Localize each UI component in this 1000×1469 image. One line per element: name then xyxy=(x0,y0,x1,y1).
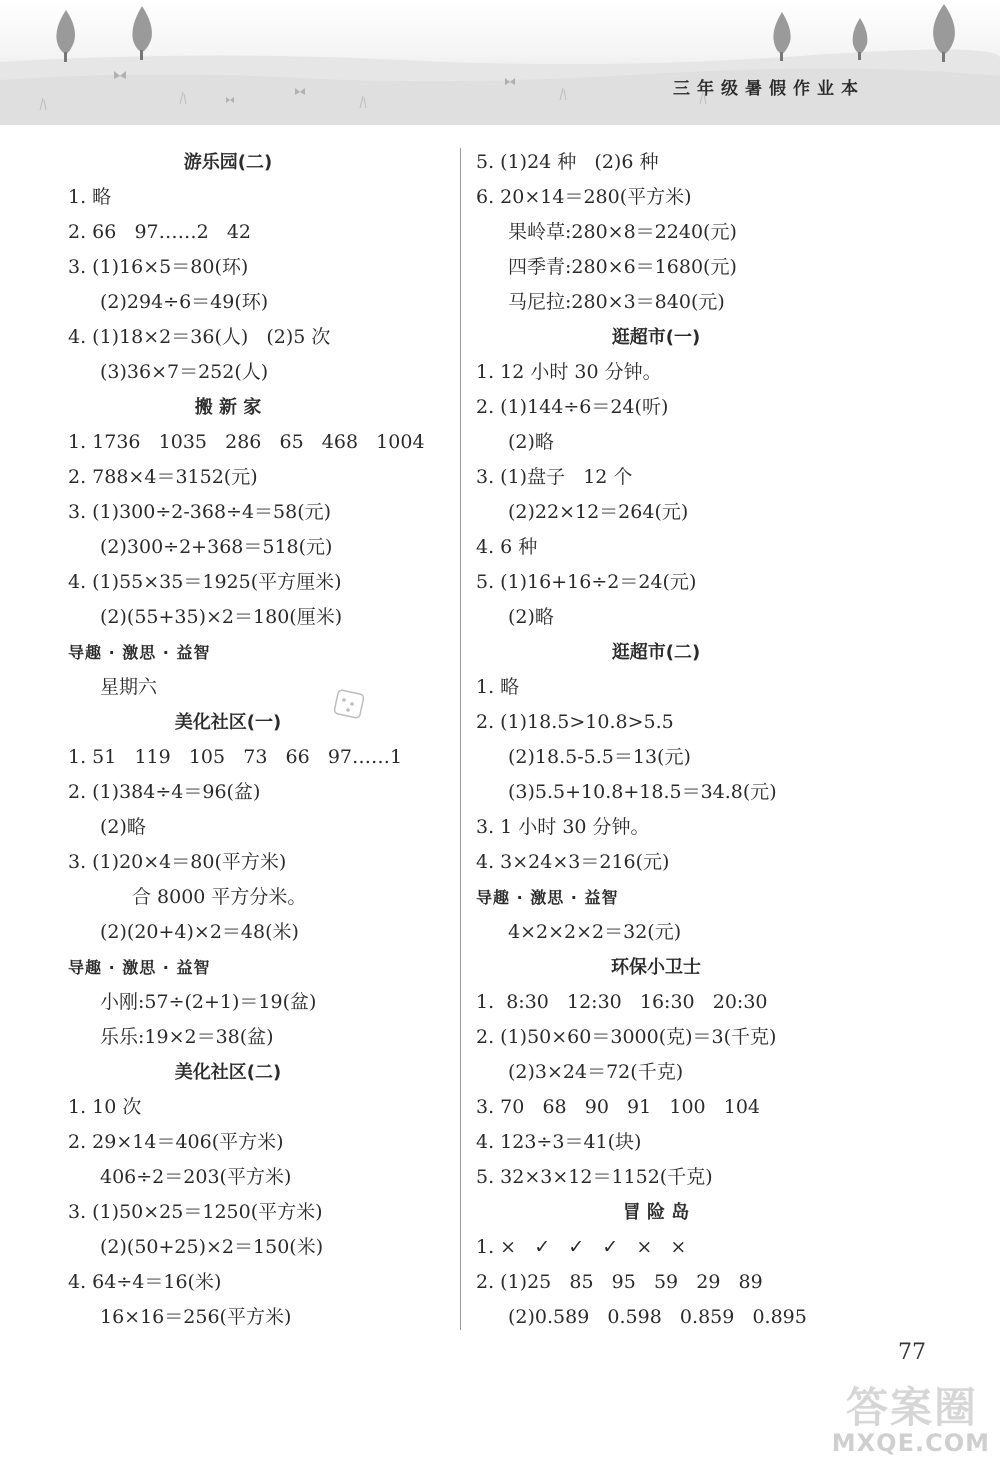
watermark-logo: 答案圈 xyxy=(846,1383,979,1432)
answer-line: 1. 1736 1035 286 65 468 1004 xyxy=(68,431,425,453)
answer-subline: (2)(50+25)×2＝150(米) xyxy=(100,1236,324,1258)
answer-subline: (2)(55+35)×2＝180(厘米) xyxy=(100,606,343,628)
answer-line: 1. 51 119 105 73 66 97……1 xyxy=(68,746,403,768)
answer-line: 4. 3×24×3＝216(元) xyxy=(476,851,670,873)
answer-subline: 四季青:280×6＝1680(元) xyxy=(508,256,737,278)
answer-subline: (2)0.589 0.598 0.859 0.895 xyxy=(508,1306,807,1328)
answer-line: 2. (1)50×60＝3000(克)＝3(千克) xyxy=(476,1026,777,1048)
answer-subline: 16×16＝256(平方米) xyxy=(100,1306,292,1328)
answer-line: 2. 29×14＝406(平方米) xyxy=(68,1131,284,1153)
answer-subline: 马尼拉:280×3＝840(元) xyxy=(508,291,725,313)
section-heading: 美化社区(二) xyxy=(174,1062,282,1083)
answer-line: 4. 64÷4＝16(米) xyxy=(68,1271,222,1293)
answer-subline: 合 8000 平方分米。 xyxy=(132,886,307,908)
right-answer-column xyxy=(476,145,876,1335)
header-banner xyxy=(0,0,1000,125)
section-heading: 搬 新 家 xyxy=(194,397,262,418)
answer-subline: 星期六 xyxy=(100,676,158,698)
answer-line: 3. 70 68 90 91 100 104 xyxy=(476,1096,760,1118)
header-title: 三年级暑假作业本 xyxy=(673,79,865,99)
bonus-section-label: 导趣 · 激思 · 益智 xyxy=(68,958,211,977)
section-heading: 逛超市(二) xyxy=(611,642,701,663)
tree-icon xyxy=(773,12,790,61)
answer-subline: (3)36×7＝252(人) xyxy=(100,361,269,383)
answer-subline: (2)略 xyxy=(100,816,146,838)
page-number: 77 xyxy=(898,1340,926,1365)
section-heading: 逛超市(一) xyxy=(611,327,701,348)
column-divider xyxy=(460,148,461,1330)
answer-line: 3. (1)盘子 12 个 xyxy=(476,466,633,488)
answer-subline: (2)300÷2+368＝518(元) xyxy=(100,536,333,558)
answer-line: 4. 6 种 xyxy=(476,536,538,558)
answer-subline: (2)18.5-5.5＝13(元) xyxy=(508,746,691,768)
answer-line: 4. 123÷3＝41(块) xyxy=(476,1131,642,1153)
answer-line: 1. × ✓ ✓ ✓ × × xyxy=(476,1236,687,1258)
answer-subline: (2)3×24＝72(千克) xyxy=(508,1061,684,1083)
bonus-section-label: 导趣 · 激思 · 益智 xyxy=(68,643,211,662)
answer-line: 1. 12 小时 30 分钟。 xyxy=(476,361,662,383)
answer-line: 1. 8:30 12:30 16:30 20:30 xyxy=(476,991,768,1013)
dice-stamp-icon xyxy=(330,684,370,724)
tree-icon xyxy=(56,10,75,62)
answer-subline: (3)5.5+10.8+18.5＝34.8(元) xyxy=(508,781,777,803)
answer-line: 2. (1)384÷4＝96(盆) xyxy=(68,781,261,803)
answer-line: 4. (1)18×2＝36(人) (2)5 次 xyxy=(68,326,331,348)
answer-subline: 乐乐:19×2＝38(盆) xyxy=(100,1026,274,1048)
bonus-section-label: 导趣 · 激思 · 益智 xyxy=(476,888,619,907)
answer-subline: (2)294÷6＝49(环) xyxy=(100,291,269,313)
tree-icon xyxy=(132,6,152,60)
answer-line: 2. 66 97……2 42 xyxy=(68,221,252,243)
answer-line: 2. 788×4＝3152(元) xyxy=(68,466,258,488)
answer-subline: 4×2×2×2＝32(元) xyxy=(508,921,682,943)
answer-line: 4. (1)55×35＝1925(平方厘米) xyxy=(68,571,342,593)
answer-subline: (2)22×12＝264(元) xyxy=(508,501,689,523)
answer-line: 3. (1)16×5＝80(环) xyxy=(68,256,249,278)
answer-subline: 小刚:57÷(2+1)＝19(盆) xyxy=(100,991,317,1013)
answer-subline: 406÷2＝203(平方米) xyxy=(100,1166,292,1188)
answer-line: 5. (1)16+16÷2＝24(元) xyxy=(476,571,697,593)
answer-subline: (2)略 xyxy=(508,431,554,453)
answer-line: 3. (1)20×4＝80(平方米) xyxy=(68,851,287,873)
answer-line: 1. 10 次 xyxy=(68,1096,142,1118)
answer-line: 3. (1)50×25＝1250(平方米) xyxy=(68,1201,323,1223)
answer-line: 5. 32×3×12＝1152(千克) xyxy=(476,1166,713,1188)
section-heading: 美化社区(一) xyxy=(174,712,282,733)
answer-line: 6. 20×14＝280(平方米) xyxy=(476,186,692,208)
answer-line: 1. 略 xyxy=(68,186,112,208)
answer-line: 2. (1)144÷6＝24(听) xyxy=(476,396,669,418)
answer-line: 3. 1 小时 30 分钟。 xyxy=(476,816,650,838)
answer-line: 2. (1)25 85 95 59 29 89 xyxy=(476,1271,763,1293)
answer-line: 5. (1)24 种 (2)6 种 xyxy=(476,151,659,173)
section-heading: 游乐园(二) xyxy=(183,152,273,173)
meadow-illustration xyxy=(0,0,1000,125)
watermark-url: MXQE.COM xyxy=(831,1429,990,1457)
section-heading: 环保小卫士 xyxy=(611,957,701,978)
answer-line: 1. 略 xyxy=(476,676,520,698)
answer-subline: (2)(20+4)×2＝48(米) xyxy=(100,921,299,943)
answer-line: 2. (1)18.5>10.8>5.5 xyxy=(476,711,674,733)
answer-subline: (2)略 xyxy=(508,606,554,628)
answer-subline: 果岭草:280×8＝2240(元) xyxy=(508,221,737,243)
section-heading: 冒 险 岛 xyxy=(622,1202,690,1223)
left-answer-column xyxy=(68,145,448,1335)
answer-line: 3. (1)300÷2-368÷4＝58(元) xyxy=(68,501,332,523)
